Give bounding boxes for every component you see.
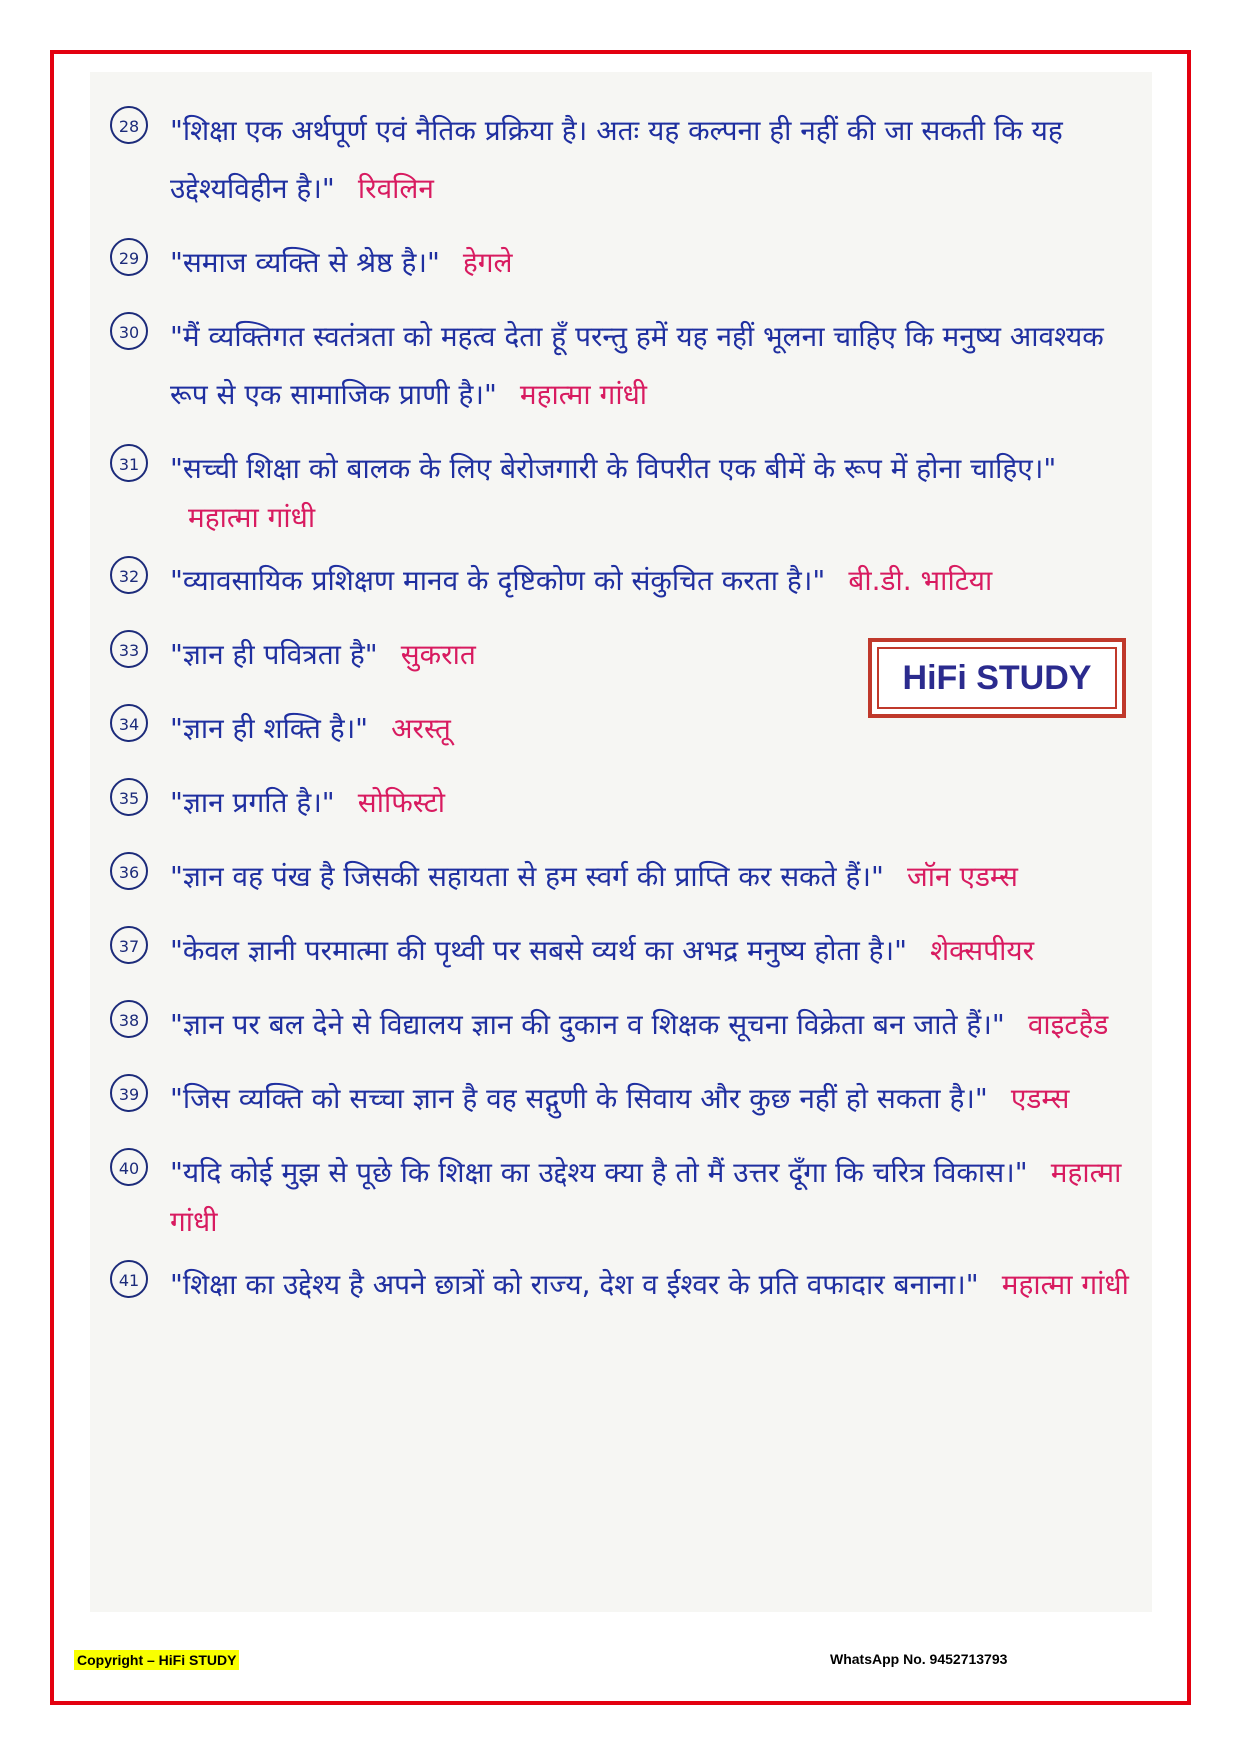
quote-text: "ज्ञान ही पवित्रता है" (170, 638, 378, 671)
quote-text: "ज्ञान प्रगति है।" (170, 786, 335, 819)
whatsapp-number: WhatsApp No. 9452713793 (830, 1651, 1008, 1667)
quote-author: रिवलिन (357, 172, 434, 205)
quote-author: महात्मा गांधी (188, 501, 316, 534)
quote-number: 35 (110, 778, 148, 816)
quote-author: जॉन एडम्स (907, 860, 1018, 893)
quote-item-31 (110, 440, 1140, 536)
quote-number: 39 (110, 1074, 148, 1112)
quote-author: हेगले (462, 246, 513, 279)
quote-text: "शिक्षा एक अर्थपूर्ण एवं नैतिक प्रक्रिया है। अतः यह कल्पना ही नहीं की जा सकती कि यह उद्देश्यविहीन है।" (170, 114, 1063, 205)
quote-text: "जिस व्यक्ति को सच्चा ज्ञान है वह सद्गुणी के सिवाय और कुछ नहीं हो सकता है।" (170, 1082, 988, 1115)
quote-text: "ज्ञान ही शक्ति है।" (170, 712, 369, 745)
quote-text: "ज्ञान वह पंख है जिसकी सहायता से हम स्वर्ग की प्राप्ति कर सकते हैं।" (170, 860, 884, 893)
quote-number: 29 (110, 238, 148, 276)
quote-number: 36 (110, 852, 148, 890)
quote-item-40 (110, 1144, 1140, 1240)
quote-item-41 (110, 1256, 1140, 1314)
quote-number: 37 (110, 926, 148, 964)
quote-author: महात्मा गांधी (1001, 1268, 1129, 1301)
quote-item-37 (110, 922, 1140, 980)
quote-author: महात्मा गांधी (519, 378, 648, 411)
quote-text: "यदि कोई मुझ से पूछे कि शिक्षा का उद्देश्य क्या है तो मैं उत्तर दूँगा कि चरित्र विकास।" (170, 1156, 1028, 1189)
quote-number: 30 (110, 312, 148, 350)
quote-text: "समाज व्यक्ति से श्रेष्ठ है।" (170, 246, 440, 279)
quote-text: "व्यावसायिक प्रशिक्षण मानव के दृष्टिकोण को संकुचित करता है।" (170, 564, 826, 597)
quote-author: सुकरात (400, 638, 476, 671)
quote-number: 28 (110, 106, 148, 144)
quote-number: 34 (110, 704, 148, 742)
quote-number: 33 (110, 630, 148, 668)
quote-text: "शिक्षा का उद्देश्य है अपने छात्रों को राज्य, देश व ईश्वर के प्रति वफादार बनाना।" (170, 1268, 979, 1301)
quote-item-32 (110, 552, 1140, 610)
quote-item-39 (110, 1070, 1140, 1128)
quote-item-38 (110, 996, 1140, 1054)
quote-number: 38 (110, 1000, 148, 1038)
quote-number: 41 (110, 1260, 148, 1298)
copyright-label: Copyright – HiFi STUDY (74, 1650, 239, 1670)
quote-item-35 (110, 774, 1140, 832)
quote-author: सोफिस्टो (357, 786, 446, 819)
quote-item-29 (110, 234, 1140, 292)
quote-item-30 (110, 308, 1140, 424)
quote-number: 40 (110, 1148, 148, 1186)
quote-author: शेक्सपीयर (930, 934, 1035, 967)
quote-text: "सच्ची शिक्षा को बालक के लिए बेरोजगारी के विपरीत एक बीमें के रूप में होना चाहिए।" (170, 452, 1057, 485)
quote-number: 32 (110, 556, 148, 594)
brand-watermark-box (868, 638, 1126, 718)
quote-text: "केवल ज्ञानी परमात्मा की पृथ्वी पर सबसे व्यर्थ का अभद्र मनुष्य होता है।" (170, 934, 908, 967)
quote-author: अरस्तू (391, 712, 451, 745)
quote-author: बी.डी. भाटिया (848, 564, 993, 597)
quote-item-36 (110, 848, 1140, 906)
quote-author: एडम्स (1010, 1082, 1070, 1115)
quote-author: वाइटहैड (1027, 1008, 1109, 1041)
quote-author: महात्मा गांधी (170, 1156, 1122, 1238)
brand-name: HiFi STUDY (877, 647, 1117, 709)
quote-number: 31 (110, 444, 148, 482)
handwritten-sheet (90, 72, 1152, 1612)
quote-text: "ज्ञान पर बल देने से विद्यालय ज्ञान की दुकान व शिक्षक सूचना विक्रेता बन जाते हैं।" (170, 1008, 1005, 1041)
quote-item-28 (110, 102, 1140, 218)
quote-text: "मैं व्यक्तिगत स्वतंत्रता को महत्व देता हूँ परन्तु हमें यह नहीं भूलना चाहिए कि मनुष्य आवश्यक रूप से एक सामाजिक प्राणी है।" (170, 320, 1104, 411)
